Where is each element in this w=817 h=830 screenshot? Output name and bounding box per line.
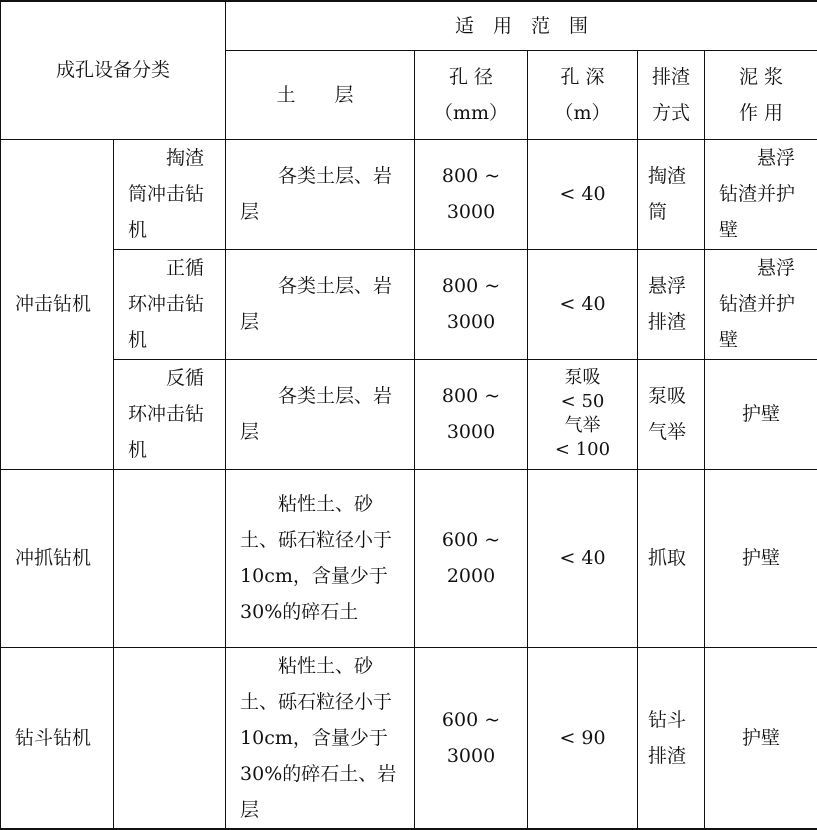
depth-line: < 100 xyxy=(528,438,637,462)
header-discharge xyxy=(638,50,705,139)
depth-line: 气举 xyxy=(528,414,637,438)
depth-cell xyxy=(528,359,638,469)
table-row xyxy=(1,469,817,647)
subtype-cell: 反循环冲击钻机 xyxy=(114,359,226,469)
table-row xyxy=(1,249,817,359)
header-soil: 土 层 xyxy=(226,50,415,139)
discharge-cell: 抓取 xyxy=(638,469,705,647)
soil-cell: 各类土层、岩层 xyxy=(226,249,415,359)
table-row xyxy=(1,139,817,249)
group-grab-drill: 冲抓钻机 xyxy=(1,469,114,647)
header-depth-unit: （m） xyxy=(528,95,637,131)
table-row xyxy=(1,359,817,469)
mud-cell: 护壁 xyxy=(705,647,817,829)
header-scope: 适 用 范 围 xyxy=(226,1,817,50)
diameter-cell: 600 ~ 3000 xyxy=(415,647,528,829)
discharge-cell: 悬浮排渣 xyxy=(638,249,705,359)
header-diameter-label: 孔 径 xyxy=(415,59,527,95)
soil-cell: 粘性土、砂土、砾石粒径小于10cm，含量少于30%的碎石土 xyxy=(226,469,415,647)
mud-cell: 悬浮钻渣并护壁 xyxy=(705,139,817,249)
header-mud-line1: 泥 浆 xyxy=(705,59,817,95)
mud-cell: 护壁 xyxy=(705,469,817,647)
discharge-cell: 钻斗排渣 xyxy=(638,647,705,829)
header-discharge-line2: 方式 xyxy=(638,95,704,131)
diameter-cell: 800 ~ 3000 xyxy=(415,359,528,469)
depth-cell: < 40 xyxy=(528,139,638,249)
header-mud-line2: 作 用 xyxy=(705,95,817,131)
soil-cell: 各类土层、岩层 xyxy=(226,359,415,469)
header-diameter xyxy=(415,50,528,139)
diameter-cell: 800 ~ 3000 xyxy=(415,249,528,359)
mud-cell: 悬浮钻渣并护壁 xyxy=(705,249,817,359)
group-bucket-drill: 钻斗钻机 xyxy=(1,647,114,829)
discharge-line: 泵吸 xyxy=(648,378,704,414)
table-row xyxy=(1,647,817,829)
discharge-cell xyxy=(638,359,705,469)
header-diameter-unit: （mm） xyxy=(415,95,527,131)
mud-cell: 护壁 xyxy=(705,359,817,469)
discharge-line: 气举 xyxy=(648,414,704,450)
depth-cell: < 40 xyxy=(528,469,638,647)
header-depth-label: 孔 深 xyxy=(528,59,637,95)
subtype-cell: 掏渣筒冲击钻机 xyxy=(114,139,226,249)
diameter-cell: 800 ~ 3000 xyxy=(415,139,528,249)
group-impact-drill: 冲击钻机 xyxy=(1,139,114,469)
soil-cell: 各类土层、岩层 xyxy=(226,139,415,249)
depth-cell: < 40 xyxy=(528,249,638,359)
subtype-cell-empty xyxy=(114,647,226,829)
header-discharge-line1: 排渣 xyxy=(638,59,704,95)
soil-cell: 粘性土、砂土、砾石粒径小于10cm，含量少于30%的碎石土、岩层 xyxy=(226,647,415,829)
subtype-cell-empty xyxy=(114,469,226,647)
header-depth xyxy=(528,50,638,139)
depth-cell: < 90 xyxy=(528,647,638,829)
header-category: 成孔设备分类 xyxy=(1,1,226,139)
depth-line: < 50 xyxy=(528,390,637,414)
depth-line: 泵吸 xyxy=(528,366,637,390)
diameter-cell: 600 ~ 2000 xyxy=(415,469,528,647)
discharge-cell: 掏渣筒 xyxy=(638,139,705,249)
header-mud xyxy=(705,50,817,139)
subtype-cell: 正循环冲击钻机 xyxy=(114,249,226,359)
